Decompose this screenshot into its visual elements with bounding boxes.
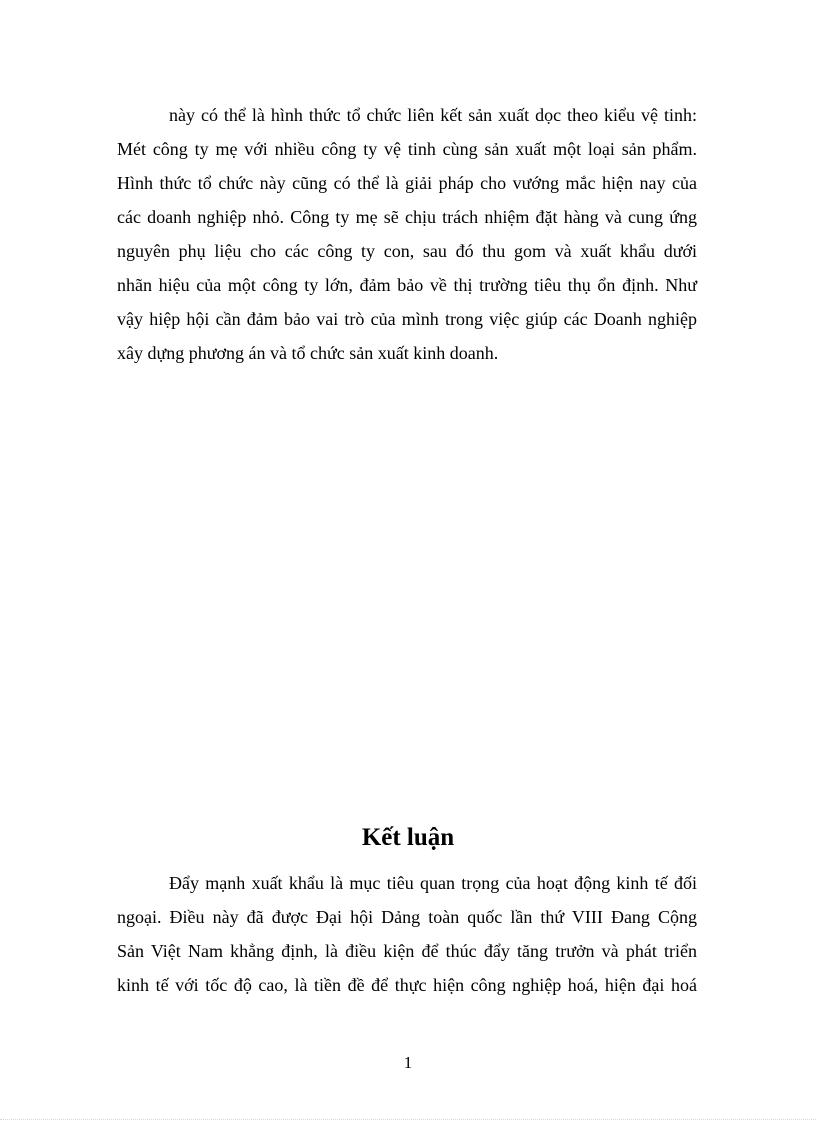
conclusion-paragraph xyxy=(117,866,697,1002)
paragraph-line: Mét công ty mẹ với nhiều công ty vệ tinh cùng sản xuất một loại sản phẩm. xyxy=(117,139,697,159)
paragraph-line: vậy hiệp hội cần đảm bảo vai trò của mình trong việc giúp các Doanh nghiệp xyxy=(117,309,697,329)
paragraph-line: Hình thức tổ chức này cũng có thể là giải pháp cho vướng mắc hiện nay của xyxy=(117,173,697,193)
paragraph-line: xây dựng phương án và tổ chức sản xuất kinh doanh. xyxy=(117,343,499,363)
section-heading: Kết luận xyxy=(361,824,455,851)
paragraph-line: ngoại. Điều này đã được Đại hội Dảng toàn quốc lần thứ VIII Đang Cộng xyxy=(117,907,697,927)
paragraph-line: nguyên phụ liệu cho các công ty con, sau đó thu gom và xuất khẩu dưới xyxy=(117,241,697,261)
paragraph-line: kinh tế với tốc độ cao, là tiền đề để thực hiện công nghiệp hoá, hiện đại hoá xyxy=(117,975,697,995)
body-paragraph xyxy=(117,98,697,370)
paragraph-line: Sản Việt Nam khẳng định, là điều kiện để thúc đẩy tăng trưởn và phát triển xyxy=(117,941,697,961)
paragraph-line: này có thể là hình thức tổ chức liên kết sản xuất dọc theo kiểu vệ tinh: xyxy=(169,105,697,125)
paragraph-line: Đẩy mạnh xuất khẩu là mục tiêu quan trọng của hoạt động kinh tế đối xyxy=(169,873,697,893)
page-edge-divider xyxy=(0,1119,816,1120)
page-number: 1 xyxy=(403,1053,413,1072)
paragraph-line: nhãn hiệu của một công ty lớn, đảm bảo về thị trường tiêu thụ ổn định. Như xyxy=(117,275,697,295)
paragraph-line: các doanh nghiệp nhỏ. Công ty mẹ sẽ chịu trách nhiệm đặt hàng và cung ứng xyxy=(117,207,697,227)
